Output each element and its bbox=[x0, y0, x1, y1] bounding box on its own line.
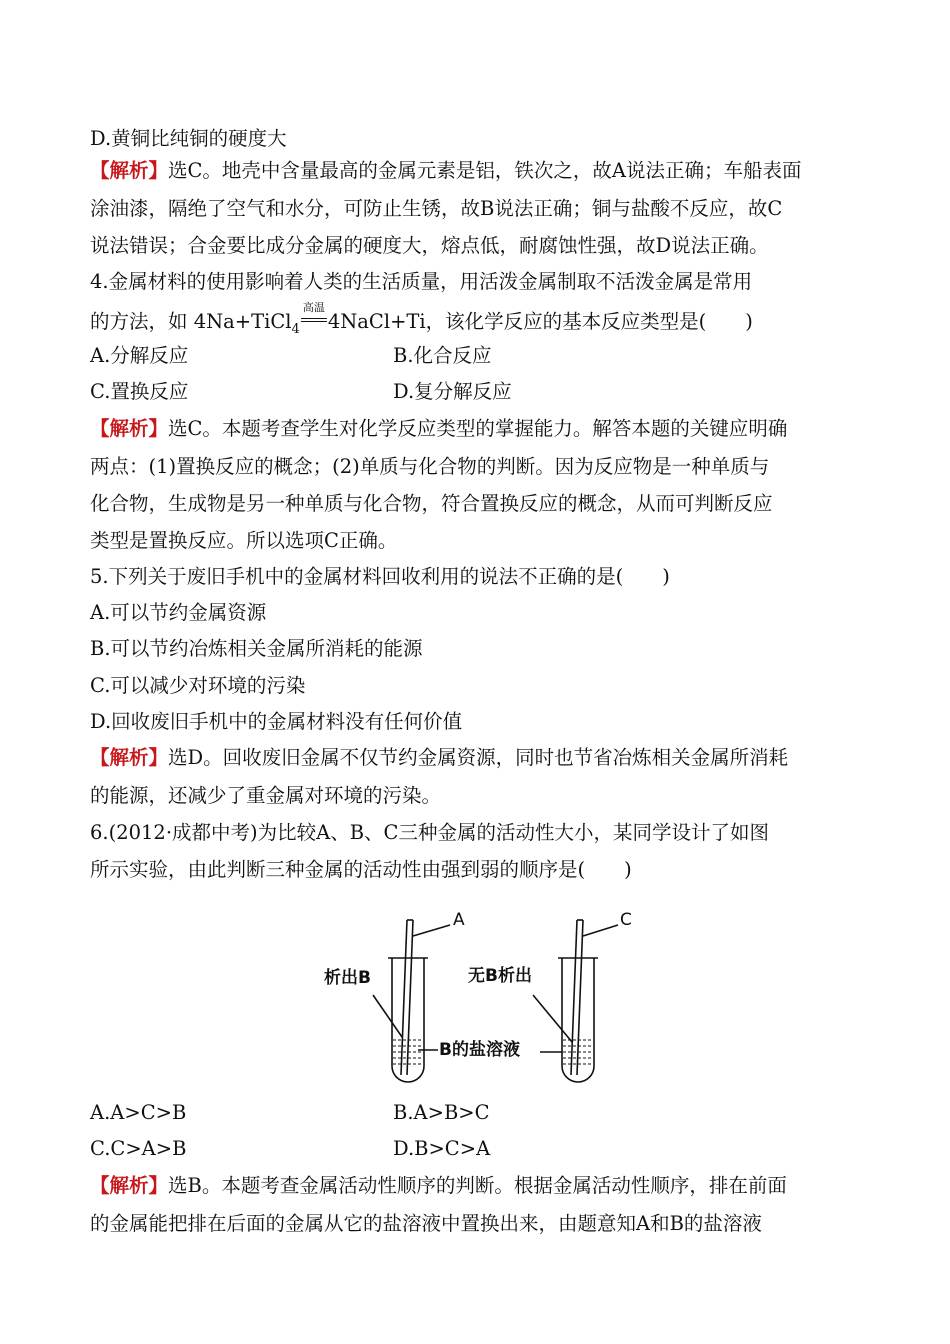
option-b-q5: B.可以节约冶炼相关金属所消耗的能源 bbox=[90, 637, 423, 660]
analysis-tag: 【解析】 bbox=[90, 1174, 169, 1197]
analysis-q3-line2: 涂油漆，隔绝了空气和水分，可防止生锈，故B说法正确；铜与盐酸不反应，故C bbox=[90, 197, 783, 220]
option-c-q5: C.可以减少对环境的污染 bbox=[90, 674, 306, 697]
option-d-q5: D.回收废旧手机中的金属材料没有任何价值 bbox=[90, 710, 463, 733]
analysis-q5-line2: 的能源，还减少了重金属对环境的污染。 bbox=[90, 784, 442, 807]
test-tube-figure bbox=[300, 900, 660, 1090]
question-6-line1: 6.(2012·成都中考)为比较A、B、C三种金属的活动性大小，某同学设计了如图 bbox=[90, 821, 769, 844]
option-a-q6: A.A>C>B bbox=[90, 1101, 187, 1124]
option-d-q3: D.黄铜比纯铜的硬度大 bbox=[90, 127, 287, 150]
analysis-q3-line1 bbox=[90, 158, 802, 184]
option-a-q5: A.可以节约金属资源 bbox=[90, 601, 267, 624]
analysis-q3-line3: 说法错误；合金要比成分金属的硬度大，熔点低，耐腐蚀性强，故D说法正确。 bbox=[90, 234, 769, 257]
label-precipitate-b: 析出B bbox=[324, 968, 371, 988]
label-b-salt-solution: B的盐溶液 bbox=[439, 1040, 520, 1060]
analysis-q6-line1 bbox=[90, 1173, 787, 1199]
equation-right: 4NaCl+Ti，该化学反应的基本反应类型是( ) bbox=[327, 310, 753, 333]
option-c-q6: C.C>A>B bbox=[90, 1137, 187, 1160]
analysis-tag: 【解析】 bbox=[90, 746, 169, 769]
label-no-precipitate: 无B析出 bbox=[468, 966, 532, 986]
analysis-text: 选C。地壳中含量最高的金属元素是铝，铁次之，故A说法正确；车船表面 bbox=[168, 159, 802, 182]
reaction-condition bbox=[300, 301, 328, 328]
test-tube-diagram bbox=[300, 900, 660, 1090]
option-c-q4: C.置换反应 bbox=[90, 380, 189, 403]
analysis-q5-line1 bbox=[90, 745, 788, 771]
option-b-q6: B.A>B>C bbox=[393, 1101, 490, 1124]
analysis-text: 选C。本题考查学生对化学反应类型的掌握能力。解答本题的关键应明确 bbox=[168, 417, 788, 440]
analysis-q6-line2: 的金属能把排在后面的金属从它的盐溶液中置换出来，由题意知A和B的盐溶液 bbox=[90, 1212, 762, 1235]
analysis-q4-line2: 两点：(1)置换反应的概念；(2)单质与化合物的判断。因为反应物是一种单质与 bbox=[90, 455, 770, 478]
metal-strip-a bbox=[401, 920, 413, 1075]
option-d-q6: D.B>C>A bbox=[393, 1137, 491, 1160]
option-a-q4: A.分解反应 bbox=[90, 344, 189, 367]
analysis-text: 选B。本题考查金属活动性顺序的判断。根据金属活动性顺序，排在前面 bbox=[168, 1174, 787, 1197]
equation-left: 的方法，如 4Na+TiCl bbox=[90, 310, 292, 333]
options-q4-row2 bbox=[90, 379, 790, 405]
analysis-q4-line1 bbox=[90, 416, 787, 442]
options-q6-row1 bbox=[90, 1100, 790, 1126]
reaction-condition-label: 高温 bbox=[302, 301, 325, 314]
question-6-line2: 所示实验，由此判断三种金属的活动性由强到弱的顺序是( ) bbox=[90, 858, 632, 881]
label-metal-a: A bbox=[453, 910, 465, 930]
analysis-tag: 【解析】 bbox=[90, 417, 169, 440]
analysis-text: 选D。回收废旧金属不仅节约金属资源，同时也节省冶炼相关金属所消耗 bbox=[168, 746, 789, 769]
options-q6-row2 bbox=[90, 1136, 790, 1162]
analysis-q4-line3: 化合物，生成物是另一种单质与化合物，符合置换反应的概念，从而可判断反应 bbox=[90, 492, 773, 515]
label-metal-c: C bbox=[620, 910, 632, 930]
question-4-line1: 4.金属材料的使用影响着人类的生活质量，用活泼金属制取不活泼金属是常用 bbox=[90, 270, 753, 293]
equation-subscript: 4 bbox=[291, 322, 300, 337]
option-d-q4: D.复分解反应 bbox=[393, 380, 512, 403]
option-b-q4: B.化合反应 bbox=[393, 344, 492, 367]
options-q4-row1 bbox=[90, 343, 790, 369]
analysis-q4-line4: 类型是置换反应。所以选项C正确。 bbox=[90, 529, 398, 552]
metal-strip-c bbox=[571, 920, 583, 1075]
question-5-stem: 5.下列关于废旧手机中的金属材料回收利用的说法不正确的是( ) bbox=[90, 565, 670, 588]
analysis-tag: 【解析】 bbox=[90, 159, 169, 182]
question-4-line2 bbox=[90, 301, 753, 338]
